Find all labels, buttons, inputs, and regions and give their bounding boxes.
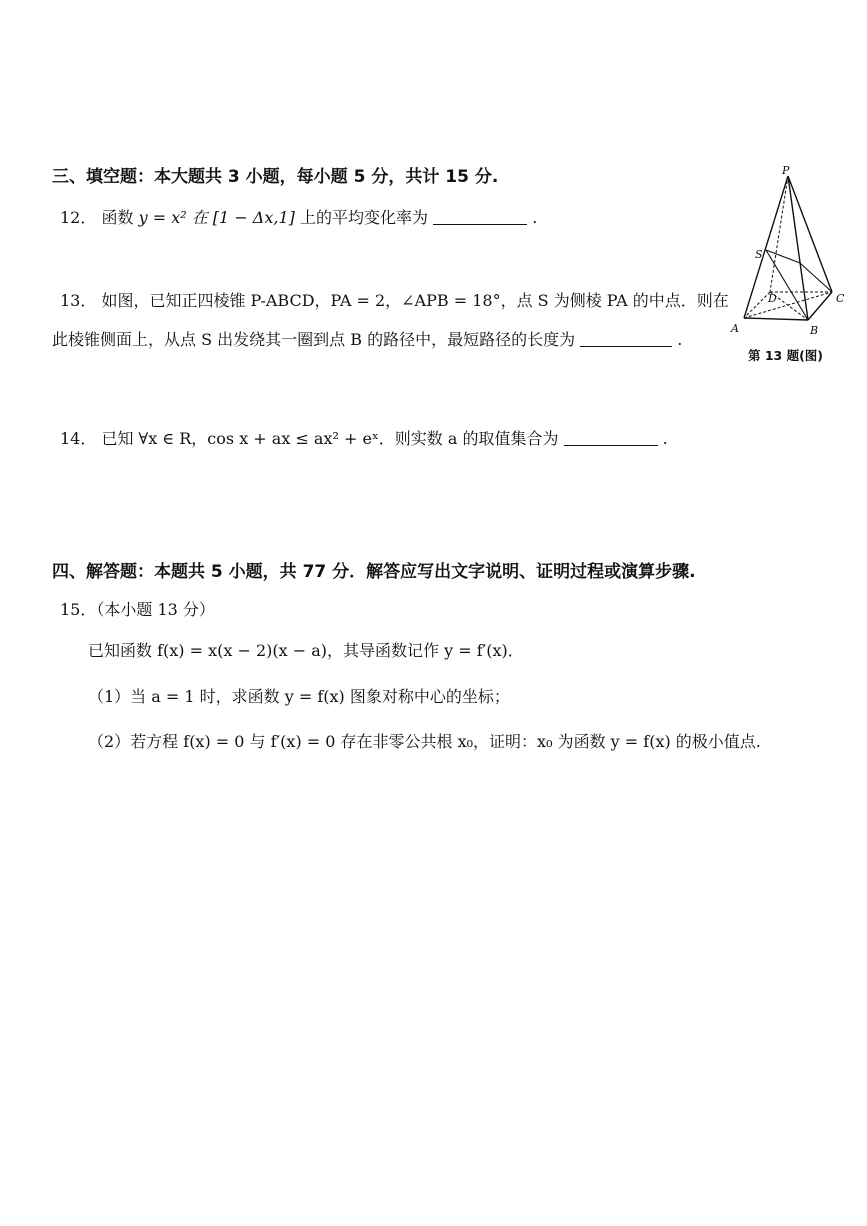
answer-blank-12[interactable] [433, 210, 527, 225]
question-15-part-1: （1）当 a = 1 时，求函数 y = f(x) 图象对称中心的坐标； [88, 687, 510, 706]
question-15-intro: 已知函数 f(x) = x(x − 2)(x − a)，其导函数记作 y = f′(x)． [88, 641, 524, 660]
answer-blank-13[interactable] [580, 332, 672, 347]
section-3-title: 三、填空题：本大题共 3 小题，每小题 5 分，共计 15 分. [52, 167, 499, 187]
question-13-end: . [677, 330, 683, 349]
question-12-text-b: 上的平均变化率为 [300, 208, 429, 227]
question-15-part-2: （2）若方程 f(x) = 0 与 f′(x) = 0 存在非零公共根 x₀，证明：x₀ 为函数 y = f(x) 的极小值点. [88, 732, 761, 751]
question-12 [60, 205, 537, 228]
edge-AB [744, 318, 808, 320]
vertex-label-S: S [755, 248, 763, 261]
path-segment-3 [766, 250, 808, 320]
question-14-number: 14． [60, 429, 97, 448]
vertex-label-P: P [782, 164, 790, 177]
answer-blank-14[interactable] [564, 431, 658, 446]
question-12-formula: y = x² 在 [1 − Δx,1] [138, 208, 295, 227]
question-15-header: 15．（本小题 13 分） [60, 600, 215, 619]
question-14 [60, 426, 668, 449]
question-14-end: . [662, 429, 668, 448]
question-12-number: 12． [60, 208, 97, 227]
section-4-title: 四、解答题：本题共 5 小题，共 77 分．解答应写出文字说明、证明过程或演算步骤. [52, 562, 696, 582]
edge-PC [788, 176, 832, 292]
pyramid-figure [726, 162, 856, 342]
edge-PB [788, 176, 808, 320]
edge-PD [770, 176, 788, 292]
vertex-label-B: B [810, 324, 819, 337]
path-segment-1 [766, 250, 800, 263]
question-14-text: 已知 ∀x ∈ R，cos x + ax ≤ ax² + eˣ．则实数 a 的取值集合为 [101, 429, 559, 448]
question-13-text-2: 此棱锥侧面上，从点 S 出发绕其一圈到点 B 的路径中，最短路径的长度为 [52, 330, 576, 349]
edge-BC [808, 292, 832, 320]
question-13-line-1 [60, 288, 729, 311]
question-13-number: 13． [60, 291, 97, 310]
figure-13-caption: 第 13 题(图) [748, 348, 824, 363]
question-12-text-a: 函数 [101, 208, 134, 227]
question-12-end: . [532, 208, 538, 227]
question-13-text-1: 如图，已知正四棱锥 P-ABCD，PA = 2，∠APB = 18°，点 S 为侧棱 PA 的中点．则在 [101, 291, 729, 310]
question-13-line-2 [52, 327, 682, 350]
vertex-label-D: D [768, 292, 777, 305]
vertex-label-A: A [731, 322, 739, 335]
vertex-label-C: C [836, 292, 845, 305]
